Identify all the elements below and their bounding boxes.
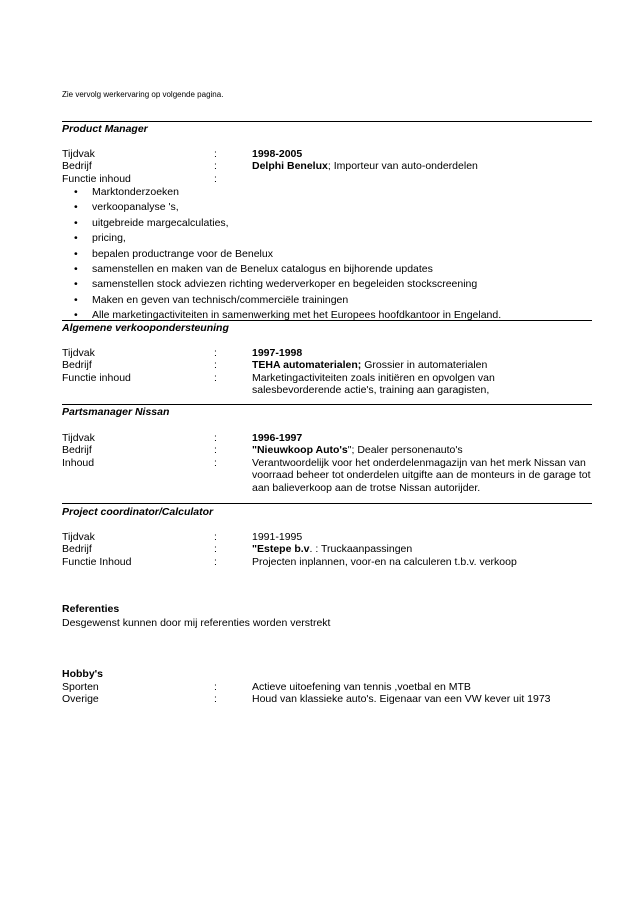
detail-value: 1996-1997	[252, 432, 303, 444]
references-text: Desgewenst kunnen door mij referenties worden verstrekt	[62, 617, 331, 629]
task-item: • pricing,	[68, 231, 588, 246]
detail-value: 1997-1998	[252, 347, 303, 359]
task-item: • bepalen productrange voor de Benelux	[68, 247, 588, 262]
detail-row	[62, 457, 592, 469]
detail-value: Verantwoordelijk voor het onderdelenmagazijn van het merk Nissan van	[252, 456, 586, 469]
detail-value: 1998-2005	[252, 148, 303, 160]
task-item: • Marktonderzoeken	[68, 185, 588, 200]
detail-label: Bedrijf	[62, 160, 92, 173]
detail-colon: :	[214, 371, 217, 384]
detail-label: Functie inhoud	[62, 371, 131, 384]
detail-label: Tijdvak	[62, 347, 95, 359]
detail-colon: :	[214, 172, 217, 185]
job-title-project-coordinator: Project coordinator/Calculator	[62, 506, 214, 518]
detail-label: Tijdvak	[62, 148, 95, 160]
section-divider	[62, 503, 592, 504]
detail-colon: :	[214, 531, 217, 543]
hobby-colon: :	[214, 693, 217, 706]
detail-row	[62, 531, 592, 543]
continuation-note: Zie vervolg werkervaring op volgende pagina.	[62, 90, 224, 99]
detail-row	[62, 173, 592, 185]
detail-row	[62, 482, 592, 494]
detail-row	[62, 160, 592, 172]
detail-row	[62, 347, 592, 359]
detail-value: Delphi Benelux; Importeur van auto-onderdelen	[252, 160, 478, 173]
detail-label: Functie Inhoud	[62, 555, 132, 568]
detail-value: voorraad beheer tot onderdelen uitgifte aan de monteurs in de garage tot	[252, 469, 591, 482]
hobbies-heading: Hobby's	[62, 668, 104, 680]
task-list	[68, 185, 588, 324]
job-details-partsmanager	[62, 432, 592, 494]
detail-row	[62, 556, 592, 568]
hobby-value: Actieve uitoefening van tennis ,voetbal en MTB	[252, 681, 471, 693]
detail-label: Functie inhoud	[62, 172, 131, 185]
job-details-project-coordinator	[62, 531, 592, 568]
section-divider	[62, 320, 592, 321]
hobbies-details	[62, 681, 592, 706]
references-heading: Referenties	[62, 603, 120, 615]
detail-label	[62, 384, 214, 396]
detail-colon: :	[214, 444, 217, 457]
detail-row	[62, 469, 592, 481]
detail-label: Tijdvak	[62, 432, 95, 444]
detail-label: Tijdvak	[62, 531, 95, 543]
detail-colon: :	[214, 160, 217, 173]
task-item: • samenstellen en maken van de Benelux catalogus en bijhorende updates	[68, 262, 588, 277]
job-details-product-manager	[62, 148, 592, 185]
section-divider	[62, 404, 592, 405]
detail-label: Bedrijf	[62, 543, 92, 556]
detail-colon	[214, 482, 252, 494]
detail-colon: :	[214, 456, 217, 469]
detail-row	[62, 148, 592, 160]
detail-value: Marketingactiviteiten zoals initiëren en opvolgen van	[252, 371, 495, 384]
detail-value	[252, 173, 592, 185]
detail-colon: :	[214, 359, 217, 372]
section-divider	[62, 121, 592, 122]
hobby-colon: :	[214, 681, 217, 693]
detail-row	[62, 372, 592, 384]
detail-value: 1991-1995	[252, 531, 303, 543]
detail-row	[62, 359, 592, 371]
detail-row	[62, 444, 592, 456]
detail-label	[62, 482, 214, 494]
detail-label: Inhoud	[62, 456, 95, 469]
task-item: • samenstellen stock adviezen richting wederverkoper en begeleiden stockscreening	[68, 277, 588, 292]
detail-label: Bedrijf	[62, 444, 92, 457]
hobby-row	[62, 693, 592, 705]
detail-colon: :	[214, 432, 217, 444]
hobby-label: Sporten	[62, 681, 99, 693]
detail-label: Bedrijf	[62, 359, 92, 372]
detail-value: salesbevorderende actie's, training aan garagisten,	[252, 384, 490, 397]
detail-colon: :	[214, 555, 217, 568]
job-title-product-manager: Product Manager	[62, 123, 148, 135]
hobby-row	[62, 681, 592, 693]
job-title-partsmanager: Partsmanager Nissan	[62, 406, 170, 418]
detail-row	[62, 432, 592, 444]
task-item: • Alle marketingactiviteiten in samenwerking met het Europees hoofdkantoor in Engeland.	[68, 308, 588, 323]
hobby-value: Houd van klassieke auto's. Eigenaar van een VW kever uit 1973	[252, 693, 551, 706]
task-item: • verkoopanalyse 's,	[68, 200, 588, 215]
hobby-label: Overige	[62, 693, 99, 706]
detail-colon: :	[214, 148, 217, 160]
detail-colon	[214, 469, 252, 481]
detail-colon	[214, 384, 252, 396]
job-details-verkoopondersteuning	[62, 347, 592, 397]
detail-row	[62, 384, 592, 396]
detail-colon: :	[214, 543, 217, 556]
detail-value: "Nieuwkoop Auto's"; Dealer personenauto's	[252, 444, 463, 457]
task-item: • uitgebreide margecalculaties,	[68, 216, 588, 231]
detail-colon: :	[214, 347, 217, 359]
detail-label	[62, 469, 214, 481]
detail-value: Projecten inplannen, voor-en na calculeren t.b.v. verkoop	[252, 555, 517, 568]
detail-row	[62, 543, 592, 555]
detail-value: "Estepe b.v. : Truckaanpassingen	[252, 543, 413, 556]
detail-value: aan balieverkoop aan de trotse Nissan autorijder.	[252, 481, 481, 494]
detail-value: TEHA automaterialen; Grossier in automaterialen	[252, 359, 488, 372]
job-title-verkoopondersteuning: Algemene verkoopondersteuning	[62, 322, 229, 334]
task-item: • Maken en geven van technisch/commerciële trainingen	[68, 293, 588, 308]
